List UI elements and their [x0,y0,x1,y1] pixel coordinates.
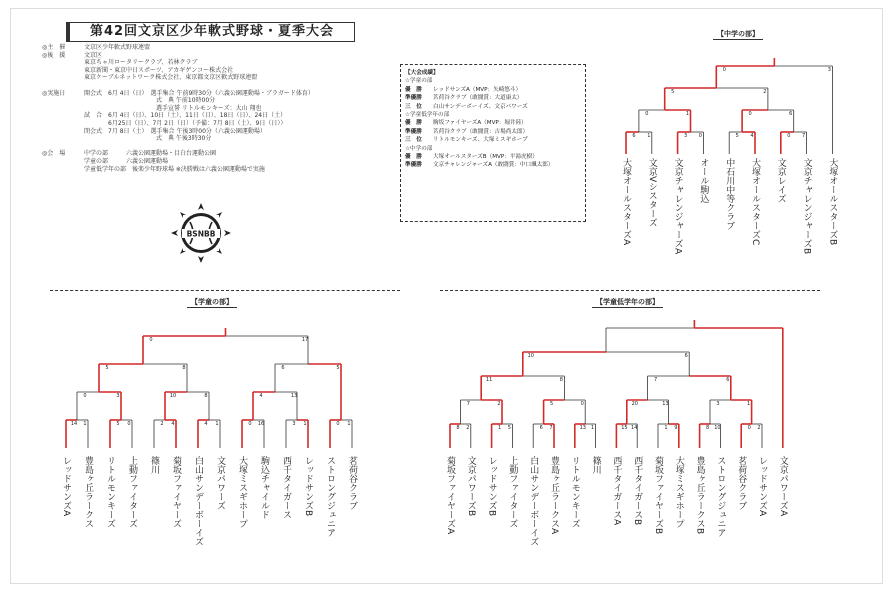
match-score: 13 [662,401,669,407]
team-name: 西千タイガースA [611,456,622,526]
results-team: 茗荷谷クラブ（敢闘賞：吉場尚太郎） [433,128,529,135]
match-score: 6 [539,425,543,431]
team-name: 文京レイズ [775,158,786,203]
team-name: 中石川中等クラブ [724,158,735,230]
team-name: 西千タイガースB [632,456,643,526]
team-name: 文京パワーズB [465,456,476,517]
team-name: 大塚オールスターズB [827,158,838,246]
results-header: 【大会成績】 [405,70,439,76]
match-score: 0 [698,133,702,139]
match-score: 3 [684,133,688,139]
results-rank: 三 位 [405,103,422,110]
match-score: 14 [70,421,78,427]
match-score: 11 [486,377,493,383]
match-score: 13 [579,425,586,431]
results-team: 文京チャレンジャーズA（敢闘賞：中口颯太郎） [433,162,554,169]
bracket-title-tei: 【学童低学年の部】 [592,298,663,308]
results-team: 大塚オールスターズB（MVP：平湯虎樹） [433,154,538,161]
match-score: 4 [259,393,263,399]
info-value: 東京ちゃ川ロータリークラブ、若林クラブ [84,59,198,67]
match-score: 0 [336,421,340,427]
match-score: 5 [735,133,739,139]
match-score: 4 [171,421,175,427]
match-score: 7 [466,401,470,407]
match-score: 5 [116,421,120,427]
info-value: 中学の部 六義公園運動場・目白台運動公園 [84,150,217,158]
match-score: 6 [789,111,793,117]
match-score: 6 [281,365,285,371]
match-score: 2 [160,421,164,427]
info-value: 文京区少年軟式野球連盟 [84,44,151,51]
results-rank: 三 位 [405,137,422,144]
match-score: 3 [827,67,831,73]
results-team: レッドサンズA（MVP：矢崎悠斗） [433,86,522,93]
match-score: 1 [303,421,307,427]
results-section-name: ☆学童の部 [405,78,433,85]
match-score: 0 [722,67,726,73]
team-name: 文京パワーズ [215,456,225,510]
team-name: 篠川 [590,456,601,474]
info-value: 閉会式 7月 8日（土） 選手集合 午後3時00分（六義公園運動場） [84,127,266,135]
match-score: 7 [802,133,806,139]
team-name: 駒込チャイルド [259,456,269,519]
match-score: 0 [747,425,751,431]
results-section-name: ☆学童低学年の部 [405,112,450,119]
match-score: 1 [664,425,668,431]
match-score: 0 [127,421,131,427]
match-score: 0 [149,337,153,343]
team-name: 大塚オールスターズA [621,158,631,246]
info-key: ◎主 催 [42,44,66,51]
match-score: 14 [631,425,638,431]
team-name: 菊坂ファイヤーズA [445,456,455,535]
results-section-name: ☆中学の部 [405,145,433,152]
match-score: 5 [550,401,554,407]
team-name: 白山サンデーボーイズ [193,456,203,546]
team-name: 文京Vシスターズ [646,158,657,228]
results-rank: 優 勝 [405,120,422,127]
match-score: 15 [621,425,628,431]
team-name: リトルモンキーズ [569,456,580,528]
match-score: 1 [685,111,690,117]
match-score: 1 [591,425,595,431]
team-name: 文京チャレンジャーズA [672,158,683,255]
match-score: 20 [631,401,638,407]
match-score: 7 [654,377,658,383]
match-score: 0 [580,401,584,407]
results-rank: 準優勝 [405,162,422,169]
match-score: 1 [83,421,87,427]
match-score: 1 [747,401,751,407]
info-key: ◎実施日 [42,89,66,97]
match-score: 3 [716,401,720,407]
info-value: 選手宣誓 リトルモンキーズ：大山 翔也 [84,104,262,112]
match-score: 8 [559,377,563,383]
match-score: 5 [507,425,511,431]
match-score: 5 [105,365,109,371]
match-score: 10 [527,353,534,359]
results-team: 駒坂ファイヤーズA（MVP：堀井陸） [433,120,527,127]
info-value: 東京ケーブルネットワーク株式会社、東京都文京区軟式野球連盟 [84,74,258,82]
match-score: 10 [169,393,177,399]
info-value: 学童低学年の部 後楽少年野球場 ※決勝戦は六義公園運動場で実施 [84,165,265,173]
team-name: レッドサンズA [757,456,767,517]
team-name: 上動ファイターズ [127,456,137,528]
bracket-title-gakudo: 【学童の部】 [187,298,237,308]
match-score: 0 [787,133,791,139]
info-key: ◎会 場 [42,150,66,158]
team-name: ストロングジュニア [715,456,726,537]
match-score: 1 [498,425,502,431]
team-name: 白山サンデーボーイズ [528,456,539,546]
match-score: 5 [671,89,675,95]
results-rank: 優 勝 [405,154,422,161]
team-name: 大塚オールスターズC [750,158,760,246]
info-value: 開会式 6月 4日（日） 選手集合 午前9時30分（六義公園運動場・ブラガード体育） [84,89,314,97]
match-score: 13 [290,393,298,399]
match-score: 10 [714,425,721,431]
results-rank: 優 勝 [405,86,422,93]
team-name: 豊島ヶ丘ラークスB [694,456,705,535]
team-name: 篠川 [149,456,159,474]
team-name: ストロングジュニア [325,456,335,537]
match-score: 0 [748,111,752,117]
info-key: ◎後 援 [42,51,66,59]
logo-text: BSNBB [186,229,216,239]
match-score: 2 [497,401,501,407]
match-score: 4 [204,421,208,427]
match-score: 1 [647,133,651,139]
team-name: 文京パワーズA [777,456,788,517]
results-rank: 準優勝 [405,128,422,135]
bracket-title-chu: 【中学の部】 [713,30,763,40]
team-name: 菊坂ファイヤーズ [171,456,181,528]
team-name: レッドサンズB [486,456,497,517]
match-score: 2 [757,425,761,431]
match-score: 6 [632,133,636,139]
info-value: 学童の部 六義公園運動場 [84,157,169,165]
match-score: 5 [336,365,340,371]
info-value: 文京区 [84,51,103,59]
document-title: 第42回文京区少年軟式野球・夏季大会 [66,22,355,42]
match-score: 6 [726,377,730,383]
match-score: 8 [182,365,186,371]
team-name: 西千タイガース [281,456,291,519]
info-value: 式 典 午後3時30分 [84,135,212,143]
team-name: 大塚ミスギホープ [673,456,684,528]
match-score: 0 [645,111,649,117]
match-score: 8 [706,425,710,431]
match-score: 3 [116,393,120,399]
results-team: 茗荷谷クラブ（敢闘賞：大道康太） [433,95,523,102]
match-score: 8 [204,393,208,399]
team-name: 豊島ヶ丘ラークス [83,456,93,528]
team-name: 上動ファイターズ [507,456,518,528]
team-name: レッドサンズB [303,456,313,517]
match-score: 7 [549,425,553,431]
match-score: 6 [684,353,688,359]
match-score: 8 [456,425,460,431]
team-name: 豊島ヶ丘ラークスA [549,456,559,535]
match-score: 1 [347,421,351,427]
results-team: 白山サンデーボーイズ、文京パワーズ [433,103,528,110]
match-score: 0 [83,393,87,399]
match-score: 16 [257,421,265,427]
match-score: 1 [215,421,219,427]
info-value: 試 合 6月 4日（日）、10日（土）、11日（日）、18日（日）、24日（土） [84,112,287,120]
match-score: 3 [292,421,296,427]
results-rank: 準優勝 [405,95,422,102]
match-score: 2 [466,425,470,431]
team-name: 茗荷谷クラブ [736,456,747,510]
team-name: 大塚ミスギホープ [237,456,247,528]
match-score: 0 [248,421,252,427]
team-name: リトルモンキーズ [105,456,115,528]
team-name: 菊坂ファイヤーズB [653,456,663,535]
team-name: 茗荷谷クラブ [347,456,357,510]
match-score: 9 [674,425,678,431]
team-name: オール駒込 [698,158,709,203]
info-value: 6月25日（日）、7月 2日（日）（予備：7月 8日（土）、9日（日）） [84,119,287,127]
match-score: 2 [763,89,767,95]
team-name: 文京チャレンジャーズB [801,158,812,255]
results-team: リトルモンキーズ、大塚ミスギホープ [433,137,528,144]
match-score: 4 [750,133,754,139]
team-name: レッドサンズA [61,456,71,517]
match-score: 17 [301,337,309,343]
info-value: 東京新聞・東京中日スポーツ、アカギゲンコー株式会社 [84,66,234,74]
info-value: 式 典 午前10時00分 [84,97,216,105]
